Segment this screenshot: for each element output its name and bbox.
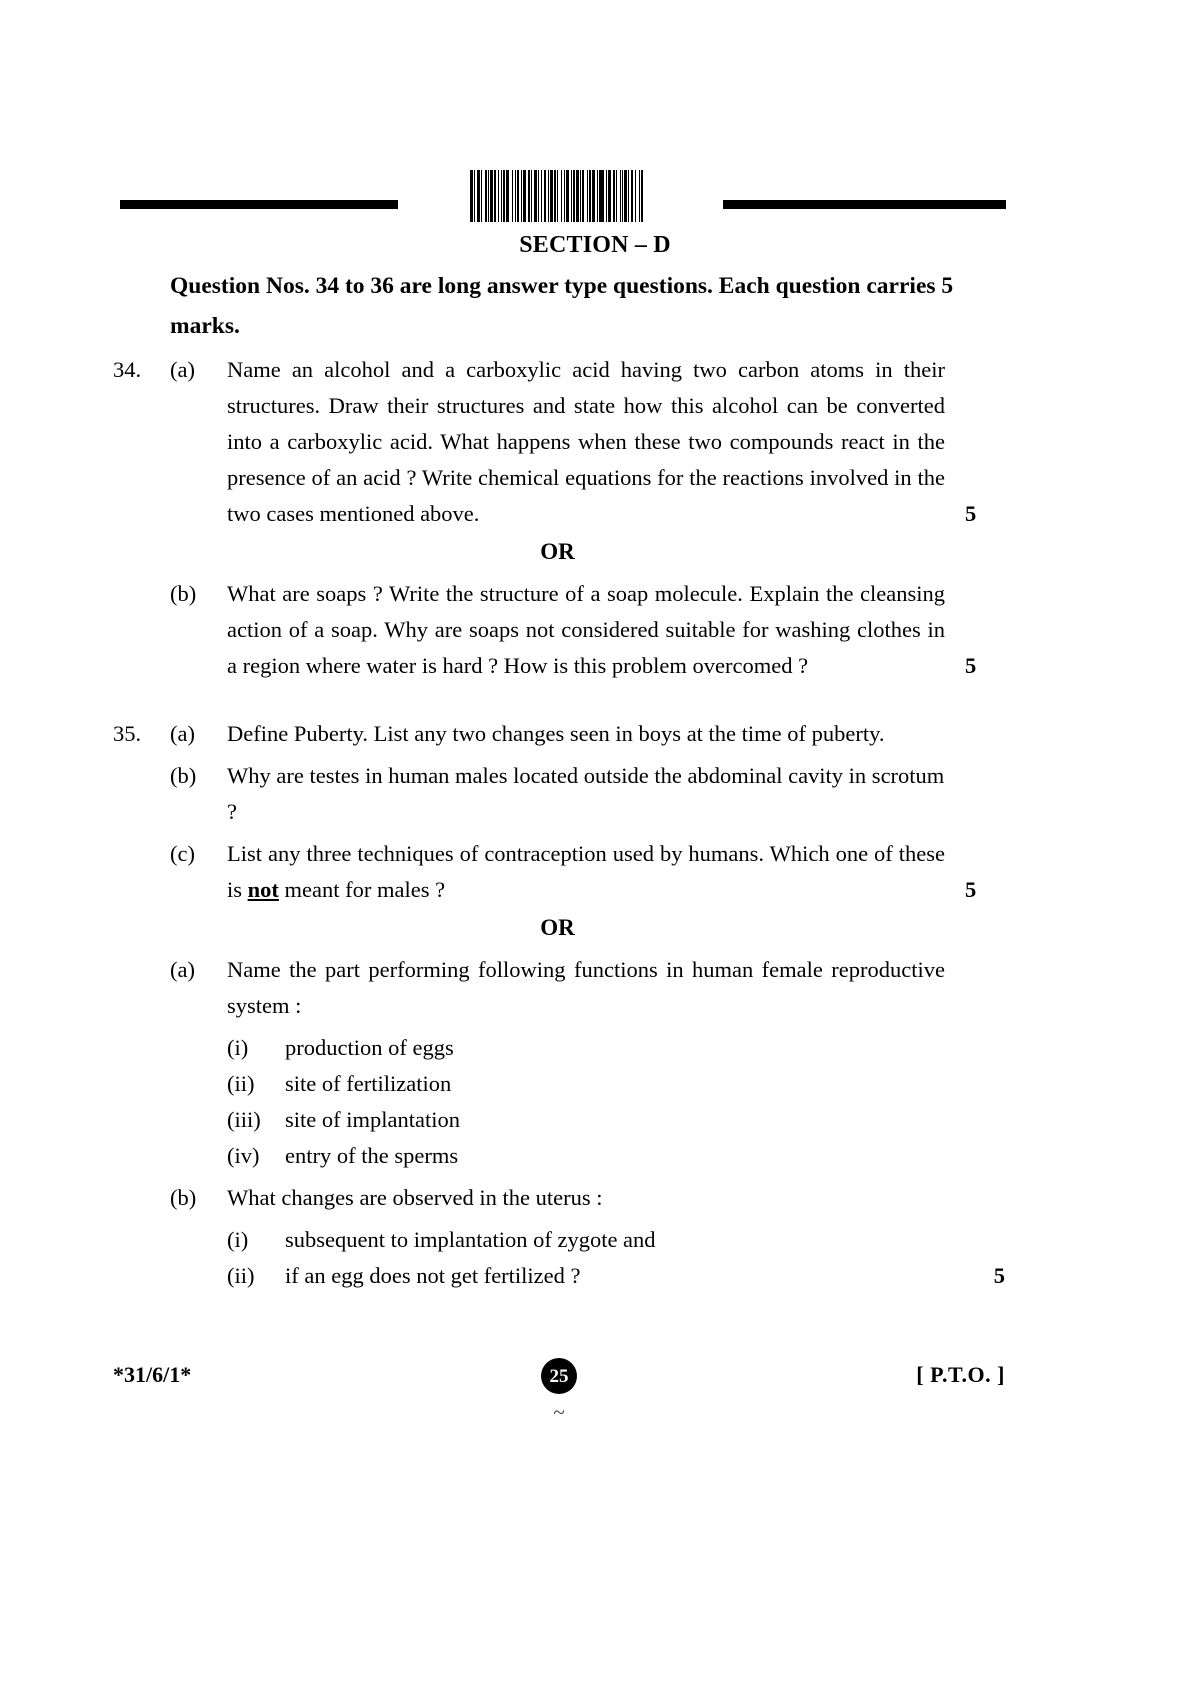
subitem-roman: (i) <box>227 1227 249 1252</box>
subitem-roman: (iii) <box>227 1107 261 1132</box>
subitem-group <box>113 1222 1005 1294</box>
or-separator: OR <box>540 915 575 940</box>
subitem-text <box>285 1258 1005 1294</box>
list-item <box>227 1102 1005 1138</box>
question-part-text <box>227 952 1005 1024</box>
section-instruction: Question Nos. 34 to 36 are long answer type questions. Each question carries 5 marks. <box>170 273 954 339</box>
subitem-roman: (i) <box>227 1035 249 1060</box>
question-marks: 5 <box>993 1263 1005 1288</box>
emphasis-not: not <box>247 877 279 902</box>
question-row <box>113 836 1005 908</box>
question-part-text <box>227 758 1005 830</box>
question-text: What changes are observed in the uterus : <box>227 1185 603 1210</box>
footer-tilde: ~ <box>553 1400 565 1424</box>
question-marks: 5 <box>965 653 977 678</box>
list-item <box>227 1066 1005 1102</box>
subitem-label: if an egg does not get fertilized ? <box>285 1263 581 1288</box>
question-row <box>113 716 1005 752</box>
question-text: Name an alcohol and a carboxylic acid having two carbon atoms in their structures. Draw their structures and state how this alcohol can be converted into a carboxylic acid. What happens when these two compounds react in the presence of an acid ? Write chemical equations for the reactions involved in the two cases mentioned above. <box>227 357 945 526</box>
question-text: Name the part performing following functions in human female reproductive system : <box>227 957 945 1018</box>
or-separator: OR <box>540 539 575 564</box>
question-number: 35. <box>113 721 142 746</box>
question-part-text <box>227 1180 1005 1216</box>
question-content <box>113 266 1005 1294</box>
subitem-text: site of implantation <box>285 1107 460 1132</box>
subitem-roman: (ii) <box>227 1263 255 1288</box>
subitem-text: site of fertilization <box>285 1071 452 1096</box>
question-part-letter: (a) <box>170 721 195 746</box>
barcode <box>470 170 645 222</box>
question-part-letter: (b) <box>170 1185 197 1210</box>
subitem-group <box>113 1030 1005 1174</box>
question-text-before: List any three techniques of contraception used by humans. Which one of these is <box>227 841 945 902</box>
question-row <box>113 352 1005 532</box>
header-rule-right <box>723 200 1006 209</box>
question-text-after: meant for males ? <box>278 877 446 902</box>
subitem-text: subsequent to implantation of zygote and <box>285 1227 656 1252</box>
question-text: Why are testes in human males located outside the abdominal cavity in scrotum ? <box>227 763 945 824</box>
question-part-letter: (b) <box>170 581 197 606</box>
question-part-text <box>227 716 1005 752</box>
page-number-badge: 25 <box>541 1358 577 1394</box>
question-text: Define Puberty. List any two changes seen in boys at the time of puberty. <box>227 721 885 746</box>
question-part-text <box>227 836 1005 908</box>
block-gap <box>113 684 1005 710</box>
question-part-letter: (c) <box>170 841 195 866</box>
list-item <box>227 1138 1005 1174</box>
question-marks: 5 <box>965 501 977 526</box>
paper-code: *31/6/1* <box>113 1362 192 1387</box>
question-row <box>113 952 1005 1024</box>
list-item <box>227 1030 1005 1066</box>
question-part-letter: (a) <box>170 957 195 982</box>
question-part-letter: (a) <box>170 357 195 382</box>
question-number: 34. <box>113 357 142 382</box>
question-marks: 5 <box>965 877 977 902</box>
subitem-text: entry of the sperms <box>285 1143 459 1168</box>
pto-label: [ P.T.O. ] <box>916 1362 1005 1387</box>
subitem-roman: (iv) <box>227 1143 260 1168</box>
question-text: What are soaps ? Write the structure of a soap molecule. Explain the cleansing action of a soap. Why are soaps not considered suitable for washing clothes in a region where water is hard ? How is this problem overcomed ? <box>227 581 945 678</box>
question-row <box>113 758 1005 830</box>
subitem-roman: (ii) <box>227 1071 255 1096</box>
subitem-text: production of eggs <box>285 1035 454 1060</box>
question-part-text <box>227 352 1005 532</box>
header-rule-left <box>120 200 398 209</box>
page-footer <box>113 1358 1005 1428</box>
question-row <box>113 576 1005 684</box>
question-part-letter: (b) <box>170 763 197 788</box>
page-header-band <box>0 170 1190 230</box>
list-item <box>227 1222 1005 1258</box>
question-row <box>113 1180 1005 1216</box>
question-part-text <box>227 576 1005 684</box>
list-item <box>227 1258 1005 1294</box>
section-heading: SECTION – D <box>519 232 671 258</box>
